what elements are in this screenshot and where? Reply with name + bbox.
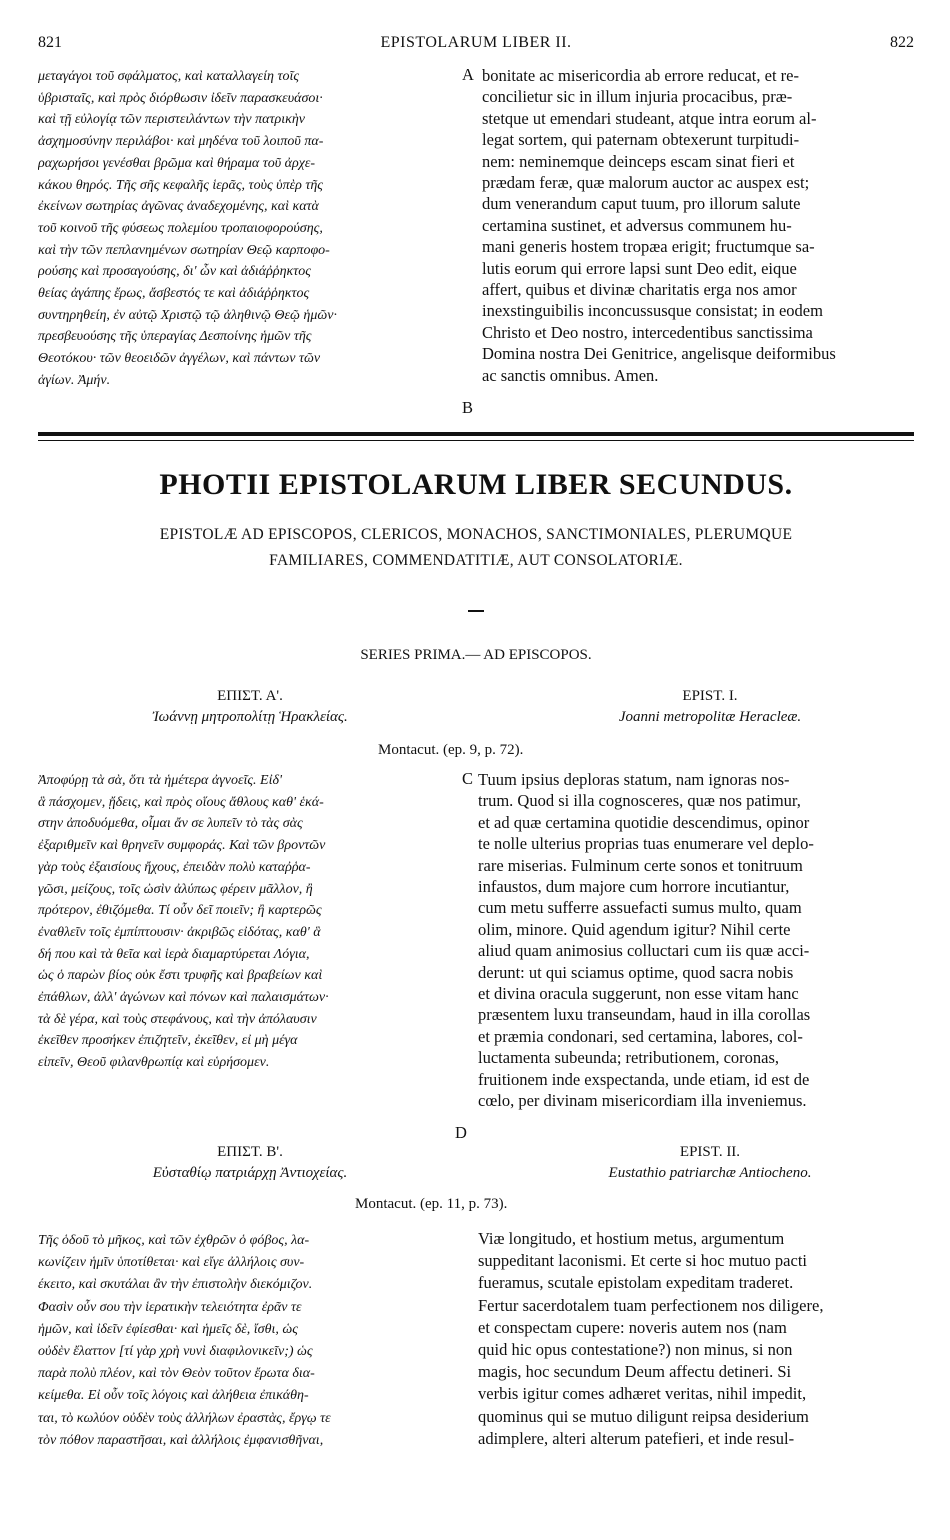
latin-line: magis, hoc secundum Deum affectu detineri. Si xyxy=(478,1362,792,1382)
greek-line: καὶ τὴν τῶν πεπλανημένων σωτηρίαν Θεῷ καρποφο- xyxy=(38,242,330,258)
epistle1-source: Montacut. (ep. 9, p. 72). xyxy=(378,742,524,758)
margin-marker-c: C xyxy=(462,769,474,788)
running-header xyxy=(38,34,914,58)
greek-line: ἐπάθλων, ἀλλ' ἀγώνων καὶ πόνων καὶ παλαισμάτων· xyxy=(38,990,329,1006)
latin-line: ac sanctis omnibus. Amen. xyxy=(482,365,659,385)
greek-line: έκειτο, καὶ σκυτάλαι ἂν τὴν ἐπιστολὴν διεκόμιζον. xyxy=(38,1277,313,1293)
latin-line: legat sortem, qui paternam obtexerunt turpitudi- xyxy=(482,130,800,150)
epistle2-latin-heading xyxy=(540,1142,880,1184)
greek-line: ὑβρισταῖς, καὶ πρὸς διόρθωσιν ἰδεῖν παρασκευάσοι· xyxy=(38,90,323,106)
latin-line: cœlo, per divinam misericordiam illa inveniemus. xyxy=(478,1091,807,1111)
epistle2-latin-text xyxy=(478,1228,914,1450)
epistle2-latin-addressee: Eustathio patriarchæ Antiocheno. xyxy=(608,1165,812,1181)
latin-line: fruitionem inde exspectanda, unde etiam, id est de xyxy=(478,1069,810,1089)
epistle2-latin-number: EPIST. II. xyxy=(679,1144,741,1160)
greek-line: ὡς ὁ παρὼν βίος οὐκ ἔστι τρυφῆς καὶ βραβείων καὶ xyxy=(38,968,323,984)
latin-line: et ad quæ certamina quotidie descendimus, opinor xyxy=(478,812,810,832)
right-page-number: 822 xyxy=(890,34,914,51)
latin-line: cum metu sufferre assuefacti sumus multo, quam xyxy=(478,898,802,918)
greek-line: κείμεθα. Εἰ οὖν τοῖς λόγοις καὶ ἀλήθεια ἐπικάθη- xyxy=(38,1388,309,1404)
greek-line: ἐκείνων σωτηρίας ἀγῶνας ἀναδεχομένης, καὶ κατὰ xyxy=(38,199,319,215)
latin-line: certamina sustinet, et adversus communem hu- xyxy=(482,215,792,235)
margin-marker-a: A xyxy=(462,65,474,84)
latin-line: et divina oracula suggerunt, non esse vitam hanc xyxy=(478,984,799,1004)
latin-line: prædam feræ, quæ malorum auctor ac auspex est; xyxy=(482,173,810,193)
greek-line: μεταγάγοι τοῦ σφάλματος, καὶ καταλλαγείη τοῖς xyxy=(38,69,300,84)
latin-line: adimplere, alteri alterum patefieri, et inde resul- xyxy=(478,1428,795,1448)
epistle1-latin-text xyxy=(478,769,914,1112)
greek-line: τοῦ κοινοῦ τῆς φύσεως πολεμίου τροπαιοφορούσης, xyxy=(38,220,323,236)
margin-marker-b: B xyxy=(462,398,474,417)
book-title: PHOTII EPISTOLARUM LIBER SECUNDUS. xyxy=(159,468,793,501)
latin-line: te nolle ulterius proprias tuas enumerare vel deplo- xyxy=(478,834,814,854)
latin-line: derunt: ut qui sciamus optime, quod sacra nobis xyxy=(478,962,794,982)
epistle1-latin-heading xyxy=(540,686,880,728)
epistle2-greek-addressee: Εὐσταθίῳ πατριάρχῃ Ἀντιοχείας. xyxy=(152,1165,348,1181)
epistle1-greek-text xyxy=(38,770,458,1074)
greek-line: Τῆς ὁδοῦ τὸ μῆκος, καὶ τῶν ἐχθρῶν ὁ φόβος, λα- xyxy=(38,1233,310,1248)
greek-line: δή που καὶ τὰ θεῖα καὶ ἱερὰ διαμαρτύρεται Λόγια, xyxy=(38,946,310,962)
latin-line: inexstinguibilis inconcussusque consistat; in eodem xyxy=(482,301,823,321)
greek-line: ἐκεῖθεν προσήκεν ἐπιζητεῖν, ἐκεῖθεν, εἰ μὴ μέγα xyxy=(38,1033,298,1049)
greek-line: πρεσβευούσης τῆς ὑπεραγίας Δεσποίνης ἡμῶν τῆς xyxy=(38,329,312,345)
latin-line: Christo et Deo nostro, intercedentibus sanctissima xyxy=(482,322,813,342)
subtitle-line: EPISTOLÆ AD EPISCOPOS, CLERICOS, MONACHOS, SANCTIMONIALES, PLERUMQUE xyxy=(159,526,793,543)
latin-line: fueramus, scutale epistolam expeditam traderet. xyxy=(478,1273,794,1293)
latin-line: mani generis hostem tropæa erigit; fructumque sa- xyxy=(482,237,815,257)
greek-line: συντηρηθείη, ἐν αὐτῷ Χριστῷ τῷ ἀληθινῷ Θεῷ ἡμῶν· xyxy=(38,307,337,323)
latin-line: affert, quibus et divinæ charitatis erga nos amor xyxy=(482,280,797,300)
greek-line: ἀσχημοσύνην περιλάβοι· καὶ μηδένα τοῦ λοιποῦ πα- xyxy=(38,134,324,150)
latin-line: bonitate ac misericordia ab errore reducat, et re- xyxy=(482,66,799,85)
latin-line: trum. Quod si illa cognosceres, quæ nos patimur, xyxy=(478,791,801,811)
latin-line: luctamenta subeunda; retributionem, coronas, xyxy=(478,1048,780,1068)
greek-line: πρότερον, ἐθιζόμεθα. Τί οὖν δεῖ ποιεῖν; ἢ καρτερῶς xyxy=(38,903,322,919)
epistle2-source: Montacut. (ep. 11, p. 73). xyxy=(355,1196,508,1212)
greek-line: ἡμῶν, καὶ ἰδεῖν ἐφίεσθαι· καὶ ἡμεῖς δὲ, ἴσθι, ὡς xyxy=(38,1321,298,1337)
greek-line: γῶσι, μείζους, τοῖς ὠσὶν ἀλύπως φέρειν μᾶλλον, ἢ xyxy=(38,881,313,897)
greek-line: γὰρ τοὺς ἐξαισίους ἤχους, ἐπειδὰν πολὺ καταῤῥα- xyxy=(38,859,311,875)
greek-line: Θεοτόκου· τῶν θεοειδῶν ἀγγέλων, καὶ πάντων τῶν xyxy=(38,351,321,367)
latin-line: concilietur sic in illum injuria procacibus, præ- xyxy=(482,87,793,107)
latin-line: Viæ longitudo, et hostium metus, argumentum xyxy=(478,1229,785,1248)
greek-line: κάκου θηρός. Τῆς σῆς κεφαλῆς ἱερᾶς, τοὺς ὑπὲρ τῆς xyxy=(38,177,323,193)
latin-line: Domina nostra Dei Genitrice, angelisque deiformibus xyxy=(482,344,836,364)
greek-line: ρούσης καὶ προσαγούσης, δι' ὧν καὶ ἀδιάῤῥηκτος xyxy=(38,264,311,280)
latin-line: suppeditant laconismi. Et certe si hoc mutuo pacti xyxy=(478,1251,808,1271)
latin-line: aliud quam animosius colluctari cum iis quæ acci- xyxy=(478,941,810,961)
greek-line: καὶ τῇ εὐλογίᾳ τῶν περιστειλάντων τὴν πατρικὴν xyxy=(38,112,306,128)
book-subtitle xyxy=(38,522,914,574)
greek-line: Φασὶν οὖν σου τὴν ἱερατικὴν τελειότητα ἐρᾶν τε xyxy=(38,1299,302,1315)
greek-line: ραχωρήσοι γενέσθαι βρῶμα καὶ θήραμα τοῦ ἀρχε- xyxy=(38,155,316,171)
epistle2-greek-number: ΕΠΙΣΤ. Β'. xyxy=(217,1144,283,1160)
latin-line: stetque ut emendari studeant, atque intra eorum al- xyxy=(482,108,817,128)
latin-line: Tuum ipsius deploras statum, nam ignoras nos- xyxy=(478,770,790,789)
latin-line: lutis eorum qui errore lapsi sunt Deo edit, eique xyxy=(482,258,797,278)
subtitle-line: FAMILIARES, COMMENDATITIÆ, AUT CONSOLATORIÆ. xyxy=(269,552,683,569)
epistle1-latin-number: EPIST. I. xyxy=(682,688,738,704)
section-rule-thin xyxy=(38,440,914,441)
left-page-number: 821 xyxy=(38,34,62,51)
greek-line: θείας ἀγάπης ἔρως, ἄσβεστός τε καὶ ἀδιάῤῥηκτος xyxy=(38,286,310,302)
greek-line: τὸν πόθον παραστῆσαι, καὶ ἀλλήλοις ἐμφανισθῆναι, xyxy=(38,1432,324,1448)
latin-line: rare miserias. Fulminum certe sonos et tonitruum xyxy=(478,855,803,875)
greek-line: τὰ δὲ γέρα, καὶ τοὺς στεφάνους, καὶ τὴν ἀπόλαυσιν xyxy=(38,1011,317,1027)
epistle1-greek-number: ΕΠΙΣΤ. Α'. xyxy=(217,688,283,704)
greek-line: Ἀποφύρῃ τὰ σὰ, ὅτι τὰ ἡμέτερα ἀγνοεῖς. Εἰδ' xyxy=(38,773,282,788)
latin-line: dum venerandum caput tuum, pro illorum salute xyxy=(482,194,801,214)
series-heading: SERIES PRIMA.— AD EPISCOPOS. xyxy=(360,647,592,663)
greek-line: ἁγίων. Ἀμήν. xyxy=(38,372,111,388)
epistle2-greek-text xyxy=(38,1230,458,1452)
latin-line: et conspectam cupere: noveris autem nos (nam xyxy=(478,1317,787,1337)
greek-line: παρὰ πολὺ πλέον, καὶ τὸν Θεὸν τοῦτον ἔρωτα δια- xyxy=(38,1366,315,1382)
latin-line: nem: neminemque deinceps escam sinat fieri et xyxy=(482,151,795,171)
latin-line: infaustos, dum majore cum horrore incutiantur, xyxy=(478,877,790,897)
latin-line: olim, minore. Quid agendum igitur? Nihil certe xyxy=(478,919,791,939)
greek-line: ἐναθλεῖν τοῖς ἐμπίπτουσιν· ἀκριβῶς εἰδότας, καθ' ἃ xyxy=(38,924,321,940)
title-dash xyxy=(468,610,484,612)
greek-line: κωνίζειν ἡμῖν ὑποτίθεται· καὶ εἴγε ἀλλήλοις συν- xyxy=(38,1255,305,1271)
latin-line: quid hic opus contestatione?) non minus, si non xyxy=(478,1340,793,1360)
running-title: EPISTOLARUM LIBER II. xyxy=(380,34,572,51)
latin-line: quominus qui se mutuo diligunt reipsa desiderium xyxy=(478,1406,809,1426)
latin-line: Fertur sacerdotalem tuam perfectionem nos diligere, xyxy=(478,1295,824,1315)
top-greek-column xyxy=(38,66,458,392)
greek-line: στην ἀποδυόμεθα, οἶμαι ἄν σε λυπεῖν τὸ τὰς σὰς xyxy=(38,816,303,832)
section-rule-thick xyxy=(38,432,914,436)
greek-line: οὐδὲν ἔλαττον [τί γὰρ χρὴ νυνὶ διαφιλονικεῖν;) ὡς xyxy=(38,1344,313,1360)
epistle2-greek-heading xyxy=(100,1142,400,1184)
greek-line: εἰπεῖν, Θεοῦ φιλανθρωπίᾳ καὶ εὑρήσομεν. xyxy=(38,1055,270,1071)
epistle1-latin-addressee: Joanni metropolitæ Heracleæ. xyxy=(618,709,802,725)
greek-line: ἐξαριθμεῖν καὶ θρηνεῖν συμφοράς. Καὶ τῶν βροντῶν xyxy=(38,838,326,854)
top-latin-column xyxy=(482,65,914,386)
margin-marker-d: D xyxy=(455,1123,467,1142)
epistle1-greek-heading xyxy=(100,686,400,728)
greek-line: ἃ πάσχομεν, ᾔδεις, καὶ πρὸς οἵους ἄθλους καθ' ἑκά- xyxy=(38,794,324,810)
latin-line: præsentem luxu transeundam, haud in illa corollas xyxy=(478,1005,811,1025)
latin-line: et præmia condonari, sed certamina, labores, col- xyxy=(478,1026,803,1046)
epistle1-greek-addressee: Ἰωάννῃ μητροπολίτῃ Ἡρακλείας. xyxy=(152,709,348,725)
greek-line: ται, τὸ κωλύον οὐδὲν τοὺς ἀλλήλων ἐραστὰς, ἔργῳ τε xyxy=(38,1410,331,1426)
latin-line: verbis igitur comes adhæret veritas, nihil impedit, xyxy=(478,1384,807,1404)
